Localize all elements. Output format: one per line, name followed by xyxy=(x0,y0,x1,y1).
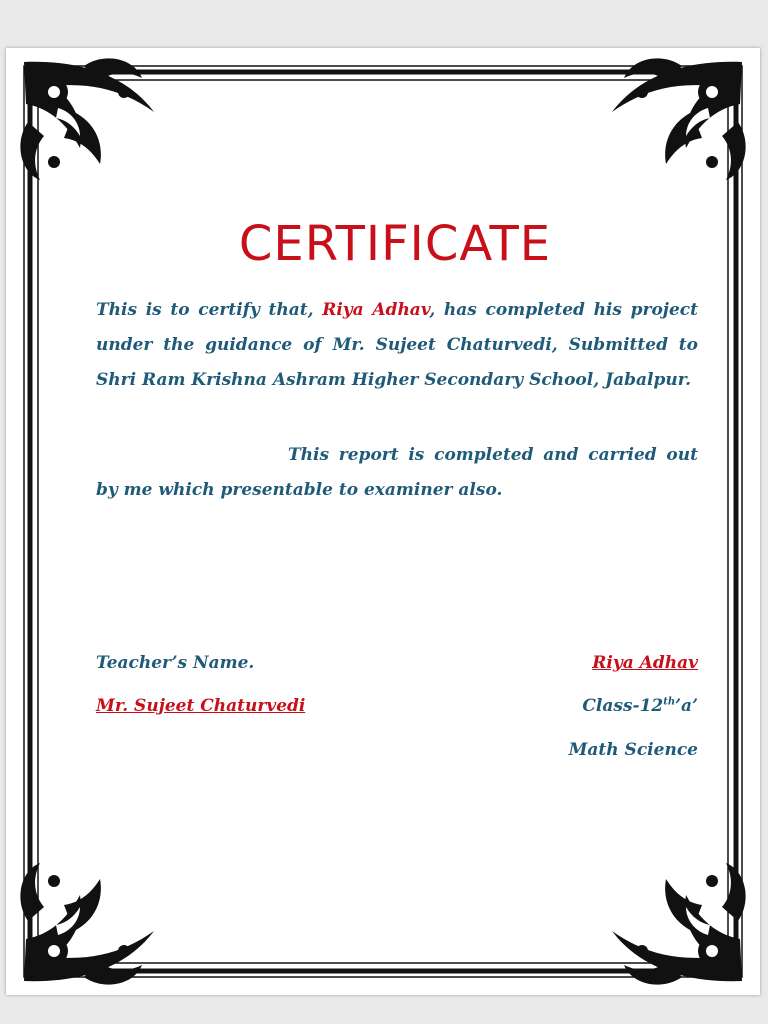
student-class xyxy=(582,696,698,716)
certificate-title: CERTIFICATE xyxy=(238,216,552,272)
teacher-name: Mr. Sujeet Chaturvedi xyxy=(96,696,306,716)
class-superscript: th xyxy=(663,696,676,708)
student-stream: Math Science xyxy=(568,740,698,760)
para1-prefix: This is to certify that, xyxy=(96,300,323,320)
certificate-paragraph-2: This report is completed and carried out by me which presentable to examiner also. xyxy=(96,445,698,500)
teacher-label: Teacher’s Name. xyxy=(96,653,255,673)
certificate-content xyxy=(6,48,760,995)
class-suffix: ’a’ xyxy=(675,696,698,716)
para1-suffix: , has completed his project under the guidance of Mr. Sujeet Chaturvedi, Submitted to Shri Ram Krishna Ashram Higher Secondary School, Jabalpur. xyxy=(96,300,698,390)
certificate-page xyxy=(6,48,760,995)
student-name-inline: Riya Adhav xyxy=(322,300,430,320)
student-signature-name: Riya Adhav xyxy=(592,653,698,673)
certificate-paragraph-1 xyxy=(96,293,698,398)
class-prefix: Class-12 xyxy=(582,696,664,716)
